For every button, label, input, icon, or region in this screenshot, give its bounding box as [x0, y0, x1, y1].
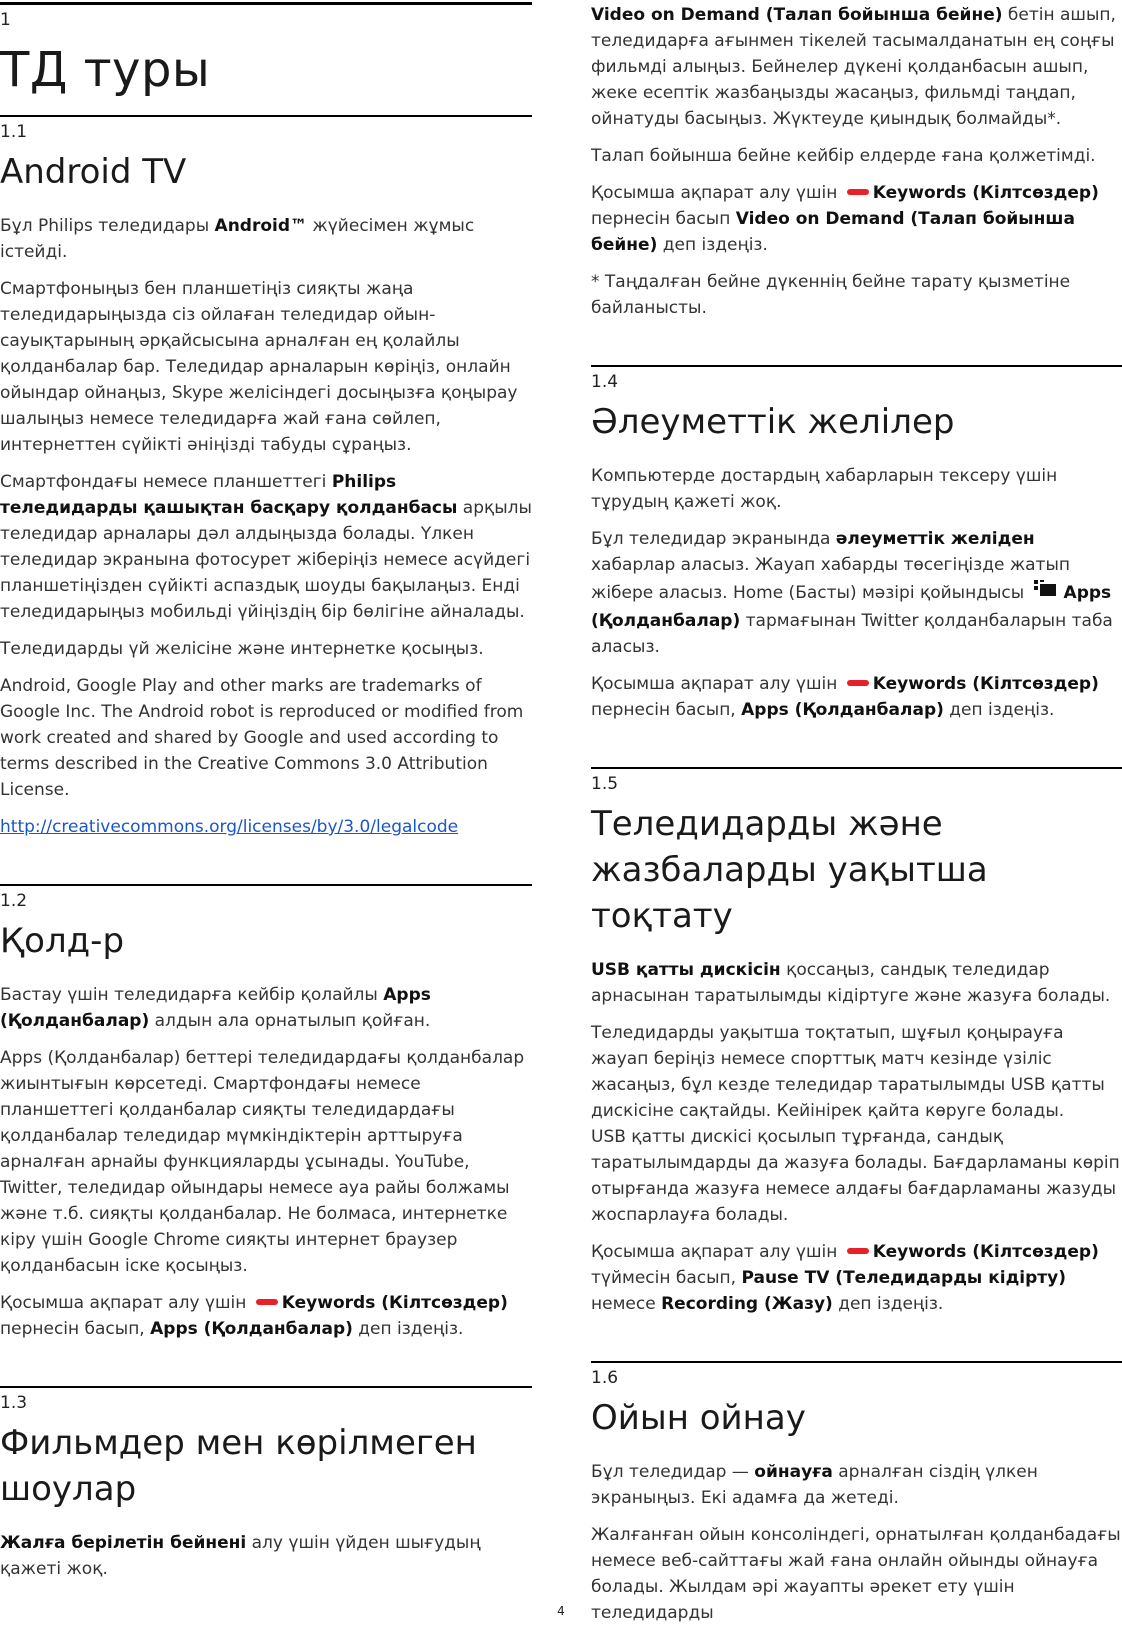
paragraph: Қосымша ақпарат алу үшін Keywords (Кілтсөздер) түймесін басып, Pause TV (Теледидарды кідірту) немесе Recording (Жазу) деп іздеңіз.: [591, 1242, 1099, 1314]
section-title: Қолд-р: [0, 921, 125, 961]
paragraph: Компьютерде достардың хабарларын тексеру үшін тұрудың қажеті жоқ.: [591, 466, 1058, 512]
page-number: 4: [557, 1604, 565, 1618]
paragraph: USB қатты дискісі қосылып тұрғанда, сандық таратылымдарды да жазуға болады. Бағдарламаны көріп отырғанда жазуға немесе алдағы бағдарламаны жазуды жоспарлауға болады.: [591, 1127, 1120, 1225]
section-number: 1.4: [591, 372, 619, 392]
section-rule: [0, 884, 532, 886]
section-number: 1.3: [0, 1393, 28, 1413]
section-rule: [591, 1361, 1122, 1363]
footnote: * Таңдалған бейне дүкеннің бейне тарату қызметіне байланысты.: [591, 272, 1071, 318]
section-title: Ойын ойнау: [591, 1398, 806, 1438]
paragraph: Жалғанған ойын консоліндегі, орнатылған қолданбадағы немесе веб-сайттағы жай ғана онлайн ойынды ойнауға болады. Жылдам әрі жауапты әрекет ету үшін теледидарды: [591, 1525, 1121, 1623]
paragraph: Бастау үшін теледидарға кейбір қолайлы Apps (Қолданбалар) алдын ала орнатылып қойған.: [0, 985, 431, 1031]
paragraph: Теледидарды уақытша тоқтатып, шұғыл қоңырауға жауап беріңіз немесе спорттық матч кезінде үзіліс жасаңыз, бұл кезде теледидар таратылымды USB қатты дискісіне сақтайды. Кейінірек қайта көруге болады.: [591, 1023, 1105, 1121]
red-keywords-key-icon: [847, 680, 869, 686]
paragraph: Смартфоныңыз бен планшетіңіз сияқты жаңа теледидарыңызда сіз ойлаған теледидар ойын-сауықтарының әрқайсысына арналған ең қолайлы қолданбалар бар. Теледидар арналарын көріңіз, онлайн ойындар ойнаңыз, Skype желісіндегі досыңызға қоңырау шалыңыз немесе теледидарға жай ғана сөйлеп, интернеттен сүйікті әніңізді табуды сұраңыз.: [0, 279, 518, 455]
paragraph: Бұл теледидар экранында әлеуметтік желіден хабарлар аласыз. Жауап хабарды төсегіңізде жатып жібере аласыз. Home (Басты) мәзірі қойындысы Apps (Қолданбалар) тармағынан Twitter қолданбаларын таба аласыз.: [591, 529, 1113, 657]
section-number: 1.1: [0, 122, 28, 142]
chapter-title: ТД туры: [0, 42, 211, 98]
apps-tab-icon: [1034, 578, 1056, 604]
section-title: Теледидарды және жазбаларды уақытша тоқтату: [591, 804, 988, 936]
section-title: Android TV: [0, 152, 187, 192]
paragraph: Video on Demand (Талап бойынша бейне) бетін ашып, теледидарға ағынмен тікелей тасымалданатын ең соңғы фильмді алыңыз. Бейнелер дүкені қолданбасын ашып, жеке есептік жазбаңызды жасаңыз, фильмді таңдап, ойнатуды басыңыз. Жүктеуде қиындық болмайды*.: [591, 5, 1116, 129]
chapter-number: 1: [0, 10, 11, 30]
section-rule: [591, 365, 1122, 367]
paragraph: Бұл теледидар — ойнауға арналған сіздің үлкен экраныңыз. Екі адамға да жетеді.: [591, 1462, 1038, 1508]
paragraph: USB қатты дискісін қоссаңыз, сандық теледидар арнасынан таратылымды кідіртуге және жазуға болады.: [591, 960, 1111, 1006]
section-title: Фильмдер мен көрілмеген шоулар: [0, 1423, 477, 1509]
paragraph: Қосымша ақпарат алу үшін Keywords (Кілтсөздер) пернесін басып, Apps (Қолданбалар) деп іздеңіз.: [0, 1293, 508, 1339]
right-column: [591, 0, 1122, 1637]
red-keywords-key-icon: [256, 1299, 278, 1305]
section-number: 1.2: [0, 891, 28, 911]
red-keywords-key-icon: [847, 189, 869, 195]
paragraph: Қосымша ақпарат алу үшін Keywords (Кілтсөздер) пернесін басып Video on Demand (Талап бойынша бейне) деп іздеңіз.: [591, 183, 1099, 255]
paragraph: Қосымша ақпарат алу үшін Keywords (Кілтсөздер) пернесін басып, Apps (Қолданбалар) деп іздеңіз.: [591, 674, 1099, 720]
red-keywords-key-icon: [847, 1248, 869, 1254]
section-number: 1.6: [591, 1368, 619, 1388]
section-number: 1.5: [591, 774, 619, 794]
paragraph: Теледидарды үй желісіне және интернетке қосыңыз.: [0, 639, 484, 659]
license-link[interactable]: http://creativecommons.org/licenses/by/3.0/legalcode: [0, 817, 459, 837]
paragraph: Жалға берілетін бейнені алу үшін үйден шығудың қажеті жоқ.: [0, 1533, 481, 1579]
paragraph: Талап бойынша бейне кейбір елдерде ғана қолжетімді.: [591, 146, 1096, 166]
paragraph: Смартфондағы немесе планшеттегі Philips теледидарды қашықтан басқару қолданбасы арқылы теледидар арналары дәл алдыңызда болады. Үлкен теледидар экранына фотосурет жіберіңіз немесе асүйдегі планшетіңізден сүйікті аспаздық шоуды бақылаңыз. Енді теледидарыңыз мобильді үйіңіздің бір бөлігіне айналады.: [0, 472, 532, 622]
paragraph: Бұл Philips теледидары Android™ жүйесімен жұмыс істейді.: [0, 216, 475, 262]
trademark-notice: Android, Google Play and other marks are trademarks of Google Inc. The Android robot is reproduced or modified from work created and shared by Google and used according to terms described in the Creative Commons 3.0 Attribution License.: [0, 676, 524, 800]
section-rule: [0, 115, 532, 117]
section-title: Әлеуметтік желілер: [591, 402, 955, 442]
paragraph: Apps (Қолданбалар) беттері теледидардағы қолданбалар жиынтығын көрсетеді. Смартфондағы немесе планшеттегі қолданбалар сияқты теледидардағы қолданбалар теледидар мүмкіндіктерін арттыруға арналған арнайы функцияларды ұсынады. YouTube, Twitter, теледидар ойындары немесе ауа райы болжамы және т.б. сияқты қолданбалар. Не болмаса, интернетке кіру үшін Google Chrome сияқты интернет браузер қолданбасын іске қосыңыз.: [0, 1048, 525, 1276]
section-rule: [0, 1386, 532, 1388]
left-column: [0, 0, 532, 1593]
section-rule: [591, 767, 1122, 769]
chapter-rule: [0, 2, 532, 5]
